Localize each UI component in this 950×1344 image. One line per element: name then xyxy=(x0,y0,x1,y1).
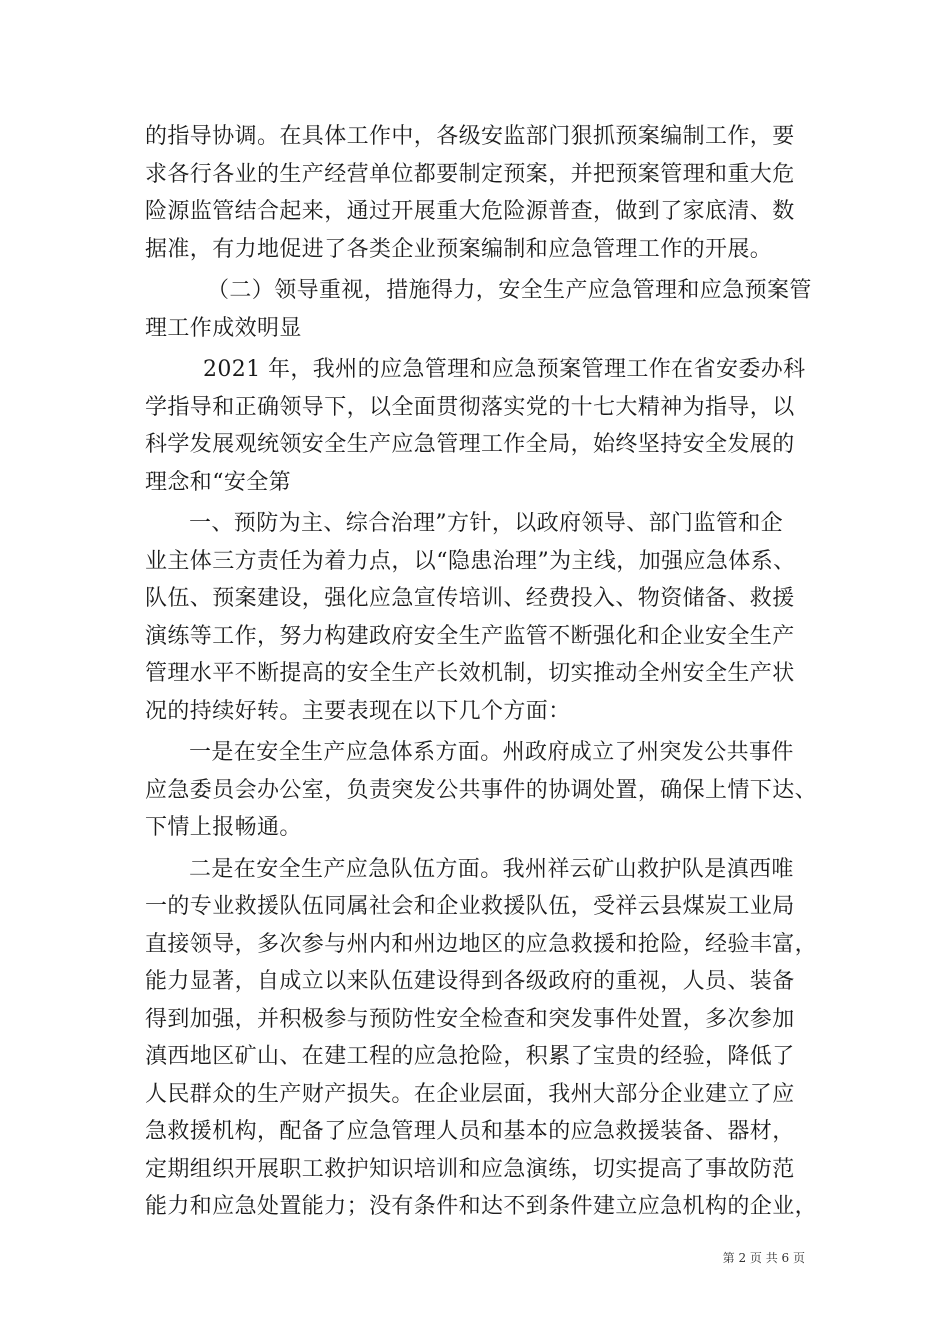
body-line: 人民群众的生产财产损失。在企业层面，我州大部分企业建立了应 xyxy=(145,1081,795,1107)
body-line: 能力显著，自成立以来队伍建设得到各级政府的重视，人员、装备 xyxy=(145,969,795,994)
body-line: 定期组织开展职工救护知识培训和应急演练，切实提高了事故防范 xyxy=(145,1156,795,1182)
body-line: 急救援机构，配备了应急管理人员和基本的应急救援装备、器材， xyxy=(145,1119,795,1144)
body-line: 科学发展观统领安全生产应急管理工作全局，始终坚持安全发展的 xyxy=(145,432,795,457)
body-line: 理念和“安全第 xyxy=(145,469,292,495)
body-line: 能力和应急处置能力；没有条件和达不到条件建立应急机构的企业， xyxy=(145,1194,818,1219)
body-line: 求各行各业的生产经营单位都要制定预案，并把预案管理和重大危 xyxy=(145,161,795,187)
body-line: 2021 年，我州的应急管理和应急预案管理工作在省安委办科 xyxy=(203,357,806,382)
section-heading-line: 理工作成效明显 xyxy=(145,315,302,341)
body-line: 管理水平不断提高的安全生产长效机制，切实推动全州安全生产状 xyxy=(145,661,795,686)
body-line: 的指导协调。在具体工作中，各级安监部门狠抓预案编制工作，要 xyxy=(145,124,795,149)
body-line: 一、预防为主、综合治理”方针，以政府领导、部门监管和企 xyxy=(189,511,784,536)
body-line: 一的专业救援队伍同属社会和企业救援队伍，受祥云县煤炭工业局 xyxy=(145,894,795,919)
body-line: 直接领导，多次参与州内和州边地区的应急救援和抢险，经验丰富， xyxy=(145,931,818,957)
body-line: 一是在安全生产应急体系方面。州政府成立了州突发公共事件 xyxy=(189,740,794,765)
body-line: 应急委员会办公室，负责突发公共事件的协调处置，确保上情下达、 xyxy=(145,777,818,803)
page-number: 第 2 页 共 6 页 xyxy=(722,1251,805,1265)
body-line: 滇西地区矿山、在建工程的应急抢险，积累了宝贵的经验，降低了 xyxy=(145,1044,795,1069)
body-line: 演练等工作，努力构建政府安全生产监管不断强化和企业安全生产 xyxy=(145,623,795,649)
document-body xyxy=(145,118,825,1226)
body-line: 学指导和正确领导下，以全面贯彻落实党的十七大精神为指导，以 xyxy=(145,394,795,420)
body-line: 得到加强，并积极参与预防性安全检查和突发事件处置，多次参加 xyxy=(145,1006,795,1032)
body-line: 业主体三方责任为着力点，以“隐患治理”为主线，加强应急体系、 xyxy=(145,548,796,574)
body-line: 下情上报畅通。 xyxy=(145,815,302,840)
body-line: 二是在安全生产应急队伍方面。我州祥云矿山救护队是滇西唯 xyxy=(189,856,794,882)
body-line: 险源监管结合起来，通过开展重大危险源普查，做到了家底清、数 xyxy=(145,199,795,224)
section-heading-line: （二）领导重视，措施得力，安全生产应急管理和应急预案管 xyxy=(207,278,812,303)
body-line: 据准，有力地促进了各类企业预案编制和应急管理工作的开展。 xyxy=(145,236,773,262)
body-line: 队伍、预案建设，强化应急宣传培训、经费投入、物资储备、救援 xyxy=(145,586,795,611)
body-line: 况的持续好转。主要表现在以下几个方面： xyxy=(145,698,571,724)
